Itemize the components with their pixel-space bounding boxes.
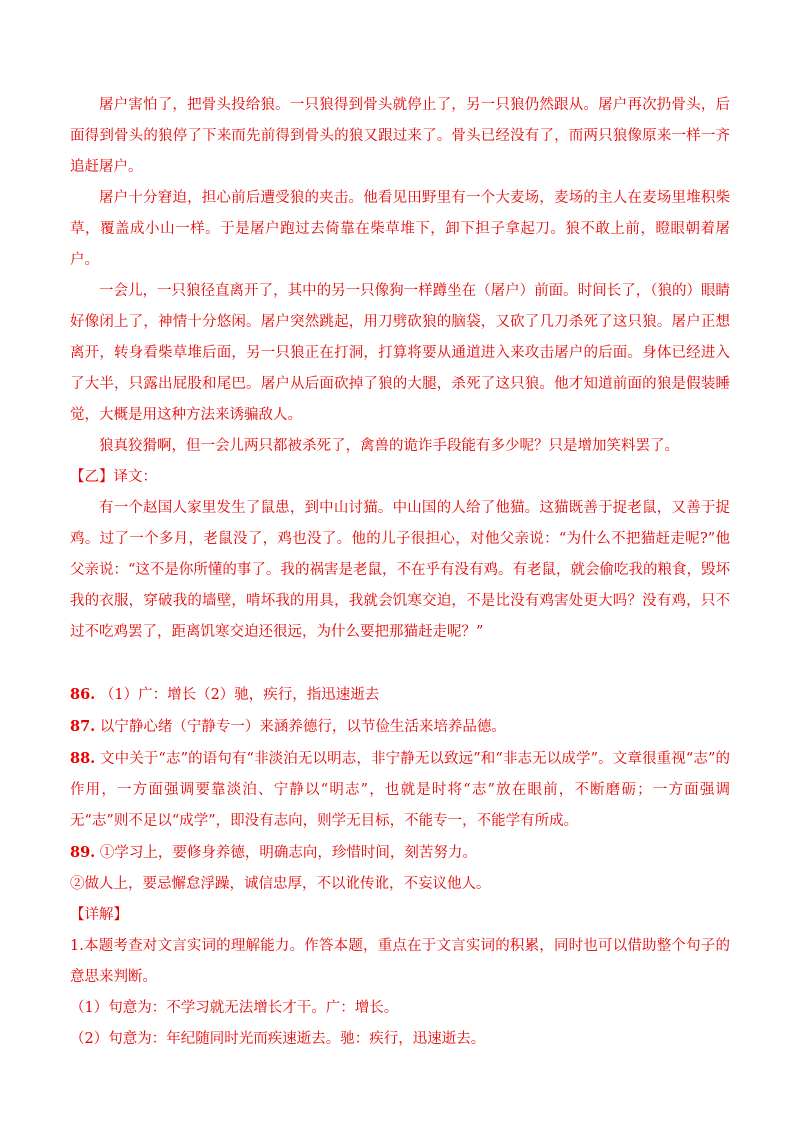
answer-87 xyxy=(70,711,730,743)
answer-87-text: 以宁静心绪（宁静专一）来涵养德行，以节俭生活来培养品德。 xyxy=(99,719,506,735)
jia-paragraph-4: 狼真狡猾啊，但一会儿两只都被杀死了，禽兽的诡诈手段能有多少呢？只是增加笑料罢了。 xyxy=(99,438,679,454)
spacer xyxy=(70,648,730,679)
answer-89 xyxy=(70,837,730,869)
answer-86-number: 86. xyxy=(70,686,96,703)
yi-paragraph: 有一个赵国人家里发生了鼠患，到中山讨猫。中山国的人给了他猫。这猫既善于捉老鼠，又善于捉鸡。过了一个多月，老鼠没了，鸡也没了。他的儿子很担心，对他父亲说：“为什么不把猫赶走呢?”他父亲说：“这不是你所懂的事了。我的祸害是老鼠，不在乎有没有鸡。有老鼠，就会偷吃我的粮食，毁坏我的衣服，穿破我的墙壁，啃坏我的用具，我就会饥寒交迫，不是比没有鸡害处更大吗？没有鸡，只不过不吃鸡罢了，距离饥寒交迫还很远，为什么要把那猫赶走呢？” xyxy=(70,500,730,640)
jia-paragraph-2: 屠户十分窘迫，担心前后遭受狼的夹击。他看见田野里有一个大麦场，麦场的主人在麦场里堆积柴草，覆盖成小山一样。于是屠户跑过去倚靠在柴草堆下，卸下担子拿起刀。狼不敢上前，瞪眼朝着屠户。 xyxy=(70,190,730,268)
detail-item-1: （1）句意为：不学习就无法增长才干。广：增长。 xyxy=(70,1000,399,1016)
answer-86-text: （1）广：增长（2）驰，疾行，指迅速逝去 xyxy=(99,687,380,703)
answer-86 xyxy=(70,679,730,711)
jia-paragraph-3: 一会儿，一只狼径直离开了，其中的另一只像狗一样蹲坐在（屠户）前面。时间长了，（狼的）眼睛好像闭上了，神情十分悠闲。屠户突然跳起，用刀劈砍狼的脑袋，又砍了几刀杀死了这只狼。屠户正想离开，转身看柴草堆后面，另一只狼正在打洞，打算将要从通道进入来攻击屠户的后面。身体已经进入了大半，只露出屁股和尾巴。屠户从后面砍掉了狼的大腿，杀死了这只狼。他才知道前面的狼是假装睡觉，大概是用这种方法来诱骗敌人。 xyxy=(70,283,730,423)
detail-item-2: （2）句意为：年纪随同时光而疾速逝去。驰：疾行，迅速逝去。 xyxy=(70,1031,486,1047)
answer-89-number: 89. xyxy=(70,844,96,861)
yi-translation-label: 【乙】译文： xyxy=(70,469,157,485)
answer-88-number: 88. xyxy=(70,750,96,767)
answer-89-line-2: ②做人上，要忌懈怠浮躁，诚信忠厚，不以讹传讹，不妄议他人。 xyxy=(70,876,491,892)
answer-88 xyxy=(70,743,730,837)
detail-label: 【详解】 xyxy=(70,907,128,923)
answer-89-text: ①学习上，要修身养德，明确志向，珍惜时间，刻苦努力。 xyxy=(99,845,477,861)
document-page xyxy=(70,90,730,1055)
answer-87-number: 87. xyxy=(70,718,96,735)
detail-intro: 1.本题考查对文言实词的理解能力。作答本题，重点在于文言实词的积累，同时也可以借助整个句子的意思来判断。 xyxy=(70,938,730,985)
jia-paragraph-1: 屠户害怕了，把骨头投给狼。一只狼得到骨头就停止了，另一只狼仍然跟从。屠户再次扔骨头，后面得到骨头的狼停了下来而先前得到骨头的狼又跟过来了。骨头已经没有了，而两只狼像原来一样一齐追赶屠户。 xyxy=(70,97,730,175)
answer-88-text: 文中关于“志”的语句有“非淡泊无以明志，非宁静无以致远”和“非志无以成学”。文章很重视“志”的作用，一方面强调要靠淡泊、宁静以“明志”，也就是时将“志”放在眼前，不断磨砺；一方面强调无“志”则不足以“成学”，即没有志向，则学无目标，不能专一，不能学有所成。 xyxy=(70,751,730,829)
